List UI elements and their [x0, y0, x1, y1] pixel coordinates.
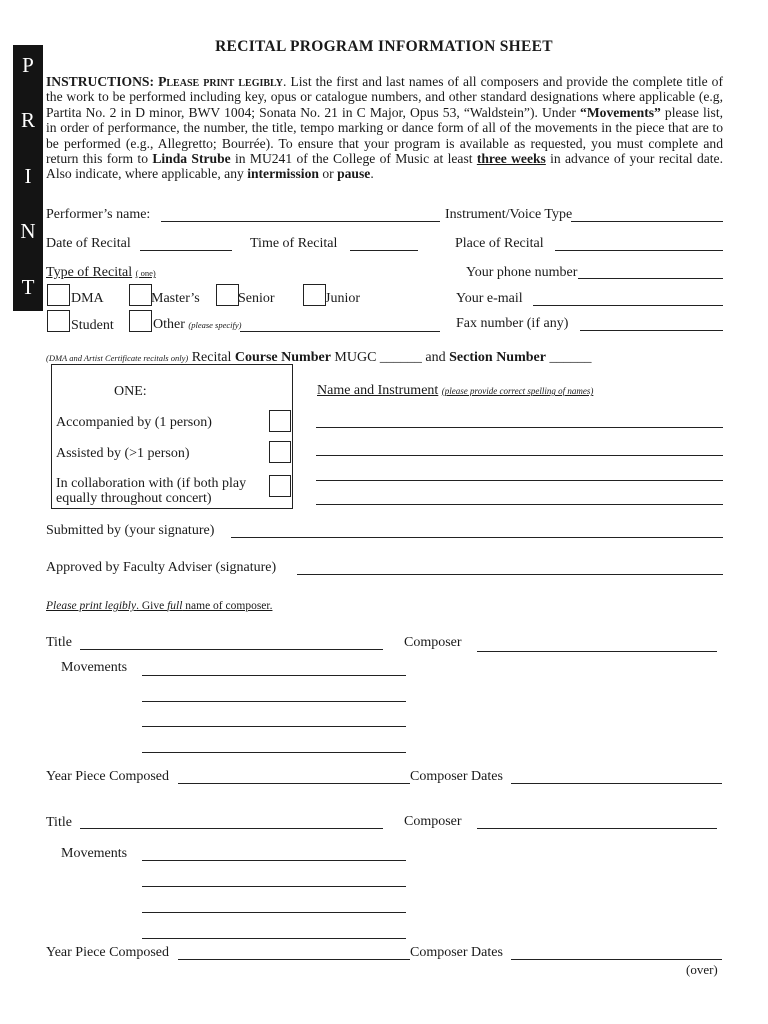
- piece2-movement-field-2[interactable]: [142, 886, 406, 887]
- phone-field[interactable]: [578, 278, 723, 279]
- piece2-composer-label: Composer: [404, 814, 462, 829]
- other-label-text: Other: [153, 317, 185, 332]
- piece1-movement-field-4[interactable]: [142, 752, 406, 753]
- piece2-composer-field[interactable]: [477, 828, 717, 829]
- piece2-movements-label: Movements: [61, 846, 128, 861]
- instructions-intermission: intermission: [247, 166, 319, 182]
- section-number-blank: ______: [545, 350, 592, 365]
- type-of-recital-text: Type of Recital: [46, 265, 133, 280]
- piece2-movement-field-1[interactable]: [142, 860, 406, 861]
- composer-note: [46, 600, 272, 612]
- senior-label: Senior: [238, 291, 275, 306]
- submitted-by-label: Submitted by (your signature): [46, 523, 215, 538]
- approved-signature-field[interactable]: [297, 574, 723, 575]
- section-number-label: Section Number: [449, 350, 546, 365]
- fax-label: Fax number (if any): [456, 316, 569, 331]
- piece1-composer-dates-field[interactable]: [511, 783, 722, 784]
- instructions-text-4: in advance of your recital date. Also indicate, where applicable, any: [46, 151, 723, 182]
- name-instrument-field-3[interactable]: [316, 480, 723, 481]
- piece2-title-field[interactable]: [80, 828, 383, 829]
- time-of-recital-field[interactable]: [350, 250, 418, 251]
- email-field[interactable]: [533, 305, 723, 306]
- print-letter-t: T: [21, 275, 35, 299]
- print-sidebar: [13, 45, 43, 311]
- instrument-voice-label: Instrument/Voice Type: [445, 207, 573, 222]
- piece2-movement-field-4[interactable]: [142, 938, 406, 939]
- piece1-movement-field-1[interactable]: [142, 675, 406, 676]
- piece2-composer-dates-field[interactable]: [511, 959, 722, 960]
- masters-checkbox[interactable]: [129, 284, 152, 306]
- instructions-movements: “Movements”: [580, 104, 661, 120]
- print-letter-p: P: [22, 53, 34, 77]
- student-checkbox[interactable]: [47, 310, 70, 332]
- email-label: Your e-mail: [456, 291, 523, 306]
- dma-label: DMA: [71, 291, 104, 306]
- approved-by-label: Approved by Faculty Adviser (signature): [46, 560, 277, 575]
- name-instrument-field-1[interactable]: [316, 427, 723, 428]
- piece2-title-label: Title: [46, 815, 72, 830]
- assisted-label: Assisted by (>1 person): [56, 446, 190, 461]
- piece2-movement-field-3[interactable]: [142, 912, 406, 913]
- composer-note-a: Please print legibly: [46, 600, 137, 612]
- other-checkbox[interactable]: [129, 310, 152, 332]
- collab-label: [56, 476, 246, 506]
- assisted-checkbox[interactable]: [269, 441, 291, 463]
- piece1-year-field[interactable]: [178, 783, 410, 784]
- collab-heading: ONE:: [114, 384, 147, 399]
- instructions-weeks: three weeks: [476, 151, 546, 167]
- collab-label-line2: equally throughout concert): [56, 491, 212, 506]
- piece1-movement-field-2[interactable]: [142, 701, 406, 702]
- course-recital-text: Recital: [188, 350, 235, 365]
- accompanied-checkbox[interactable]: [269, 410, 291, 432]
- masters-label: Master’s: [151, 291, 200, 306]
- accompanied-label: Accompanied by (1 person): [56, 415, 212, 430]
- piece1-year-label: Year Piece Composed: [46, 769, 170, 784]
- instructions-lead: INSTRUCTIONS: [46, 74, 150, 89]
- course-mugc-text: MUGC ______ and: [330, 350, 450, 365]
- composer-note-c: full: [167, 600, 183, 612]
- composer-note-b: . Give: [136, 600, 168, 612]
- page-title: RECITAL PROGRAM INFORMATION SHEET: [215, 38, 553, 55]
- student-label: Student: [71, 318, 114, 333]
- piece1-title-field[interactable]: [80, 649, 383, 650]
- collab-label-line1: In collaboration with (if both play: [56, 476, 247, 491]
- instructions-text-1: . List the first and last names of all composers and provide the complete title of the work to be performed including key, opus or catalogue numbers, and other standard designations where applicable (e.g, Partita No. 2 in D minor, BWV 1004; Sonata No. 21 in C Major, Opus 53, “Waldstein”). Under: [46, 74, 723, 120]
- date-of-recital-field[interactable]: [140, 250, 232, 251]
- performer-name-label: Performer’s name:: [46, 207, 151, 222]
- instructions-pause: pause: [337, 166, 371, 182]
- piece2-year-label: Year Piece Composed: [46, 945, 170, 960]
- instructions-text-3: in MU241 of the College of Music at least: [230, 151, 477, 167]
- junior-checkbox[interactable]: [303, 284, 326, 306]
- collaboration-box: [51, 364, 293, 509]
- place-of-recital-field[interactable]: [555, 250, 723, 251]
- submitted-signature-field[interactable]: [231, 537, 723, 538]
- instructions-text-6: .: [370, 166, 374, 182]
- piece1-movements-label: Movements: [61, 660, 128, 675]
- senior-checkbox[interactable]: [216, 284, 239, 306]
- print-letter-i: I: [24, 164, 32, 188]
- time-of-recital-label: Time of Recital: [250, 236, 338, 251]
- over-note: (over): [686, 962, 718, 977]
- piece2-year-field[interactable]: [178, 959, 410, 960]
- dma-checkbox[interactable]: [47, 284, 70, 306]
- name-instrument-field-4[interactable]: [316, 504, 723, 505]
- print-letter-n: N: [20, 219, 36, 243]
- piece1-composer-field[interactable]: [477, 651, 717, 652]
- name-instrument-field-2[interactable]: [316, 455, 723, 456]
- print-letter-r: R: [20, 108, 35, 132]
- instructions-paragraph: INSTRUCTIONS: Please print legibly. List the first and last names of all composers and provide the complete title of the work to be performed including key, opus or catalogue numbers, and other standard designations where applicable (e.g, Partita No. 2 in D minor, BWV 1004; Sonata No. 21 in C Major, Opus 53, “Waldstein”). Under “Movements” please list, in order of performance, the number, the title, tempo marking or dance form of all of the movements in the piece that are to be performed (e.g., Allegretto; Bourrée). To ensure that your program is available as requested, you must complete and return this form to Linda Strube in MU241 of the College of Music at least three weeks in advance of your recital date. Also indicate, where applicable, any intermission or pause.: [46, 74, 723, 182]
- name-instrument-heading: [317, 383, 593, 399]
- piece1-movement-field-3[interactable]: [142, 726, 406, 727]
- other-specify-field[interactable]: [240, 331, 440, 332]
- piece2-composer-dates-label: Composer Dates: [410, 945, 503, 960]
- instructions-contact: Linda Strube: [152, 151, 231, 167]
- instrument-voice-field[interactable]: [571, 221, 723, 222]
- piece1-composer-label: Composer: [404, 635, 462, 650]
- other-label: [153, 317, 242, 333]
- collab-checkbox[interactable]: [269, 475, 291, 497]
- name-instrument-hint: (please provide correct spelling of names): [441, 386, 594, 396]
- phone-label: Your phone number: [466, 265, 578, 280]
- type-of-recital-hint: ( one): [135, 268, 156, 278]
- instructions-text-2: please list, in order of performance, the number, the title, tempo marking or dance form of all of the movements in the piece that are to be performed (e.g., Allegretto; Bourrée). To ensure that your program is available as requested, you must complete and return this form to: [46, 104, 723, 167]
- fax-field[interactable]: [580, 330, 723, 331]
- instructions-print-legibly: Please print legibly: [158, 74, 284, 89]
- piece1-composer-dates-label: Composer Dates: [410, 769, 503, 784]
- date-of-recital-label: Date of Recital: [46, 236, 131, 251]
- instructions-text-5: or: [318, 166, 338, 182]
- composer-note-d: name of composer.: [182, 600, 273, 612]
- name-instrument-label: Name and Instrument: [317, 383, 439, 398]
- course-note: (DMA and Artist Certificate recitals only): [46, 353, 189, 363]
- place-of-recital-label: Place of Recital: [455, 236, 544, 251]
- performer-name-field[interactable]: [161, 221, 440, 222]
- junior-label: Junior: [325, 291, 360, 306]
- type-of-recital-label: [46, 265, 156, 281]
- other-hint: (please specify): [188, 320, 242, 330]
- course-number-label: Course Number: [234, 350, 331, 365]
- piece1-title-label: Title: [46, 635, 72, 650]
